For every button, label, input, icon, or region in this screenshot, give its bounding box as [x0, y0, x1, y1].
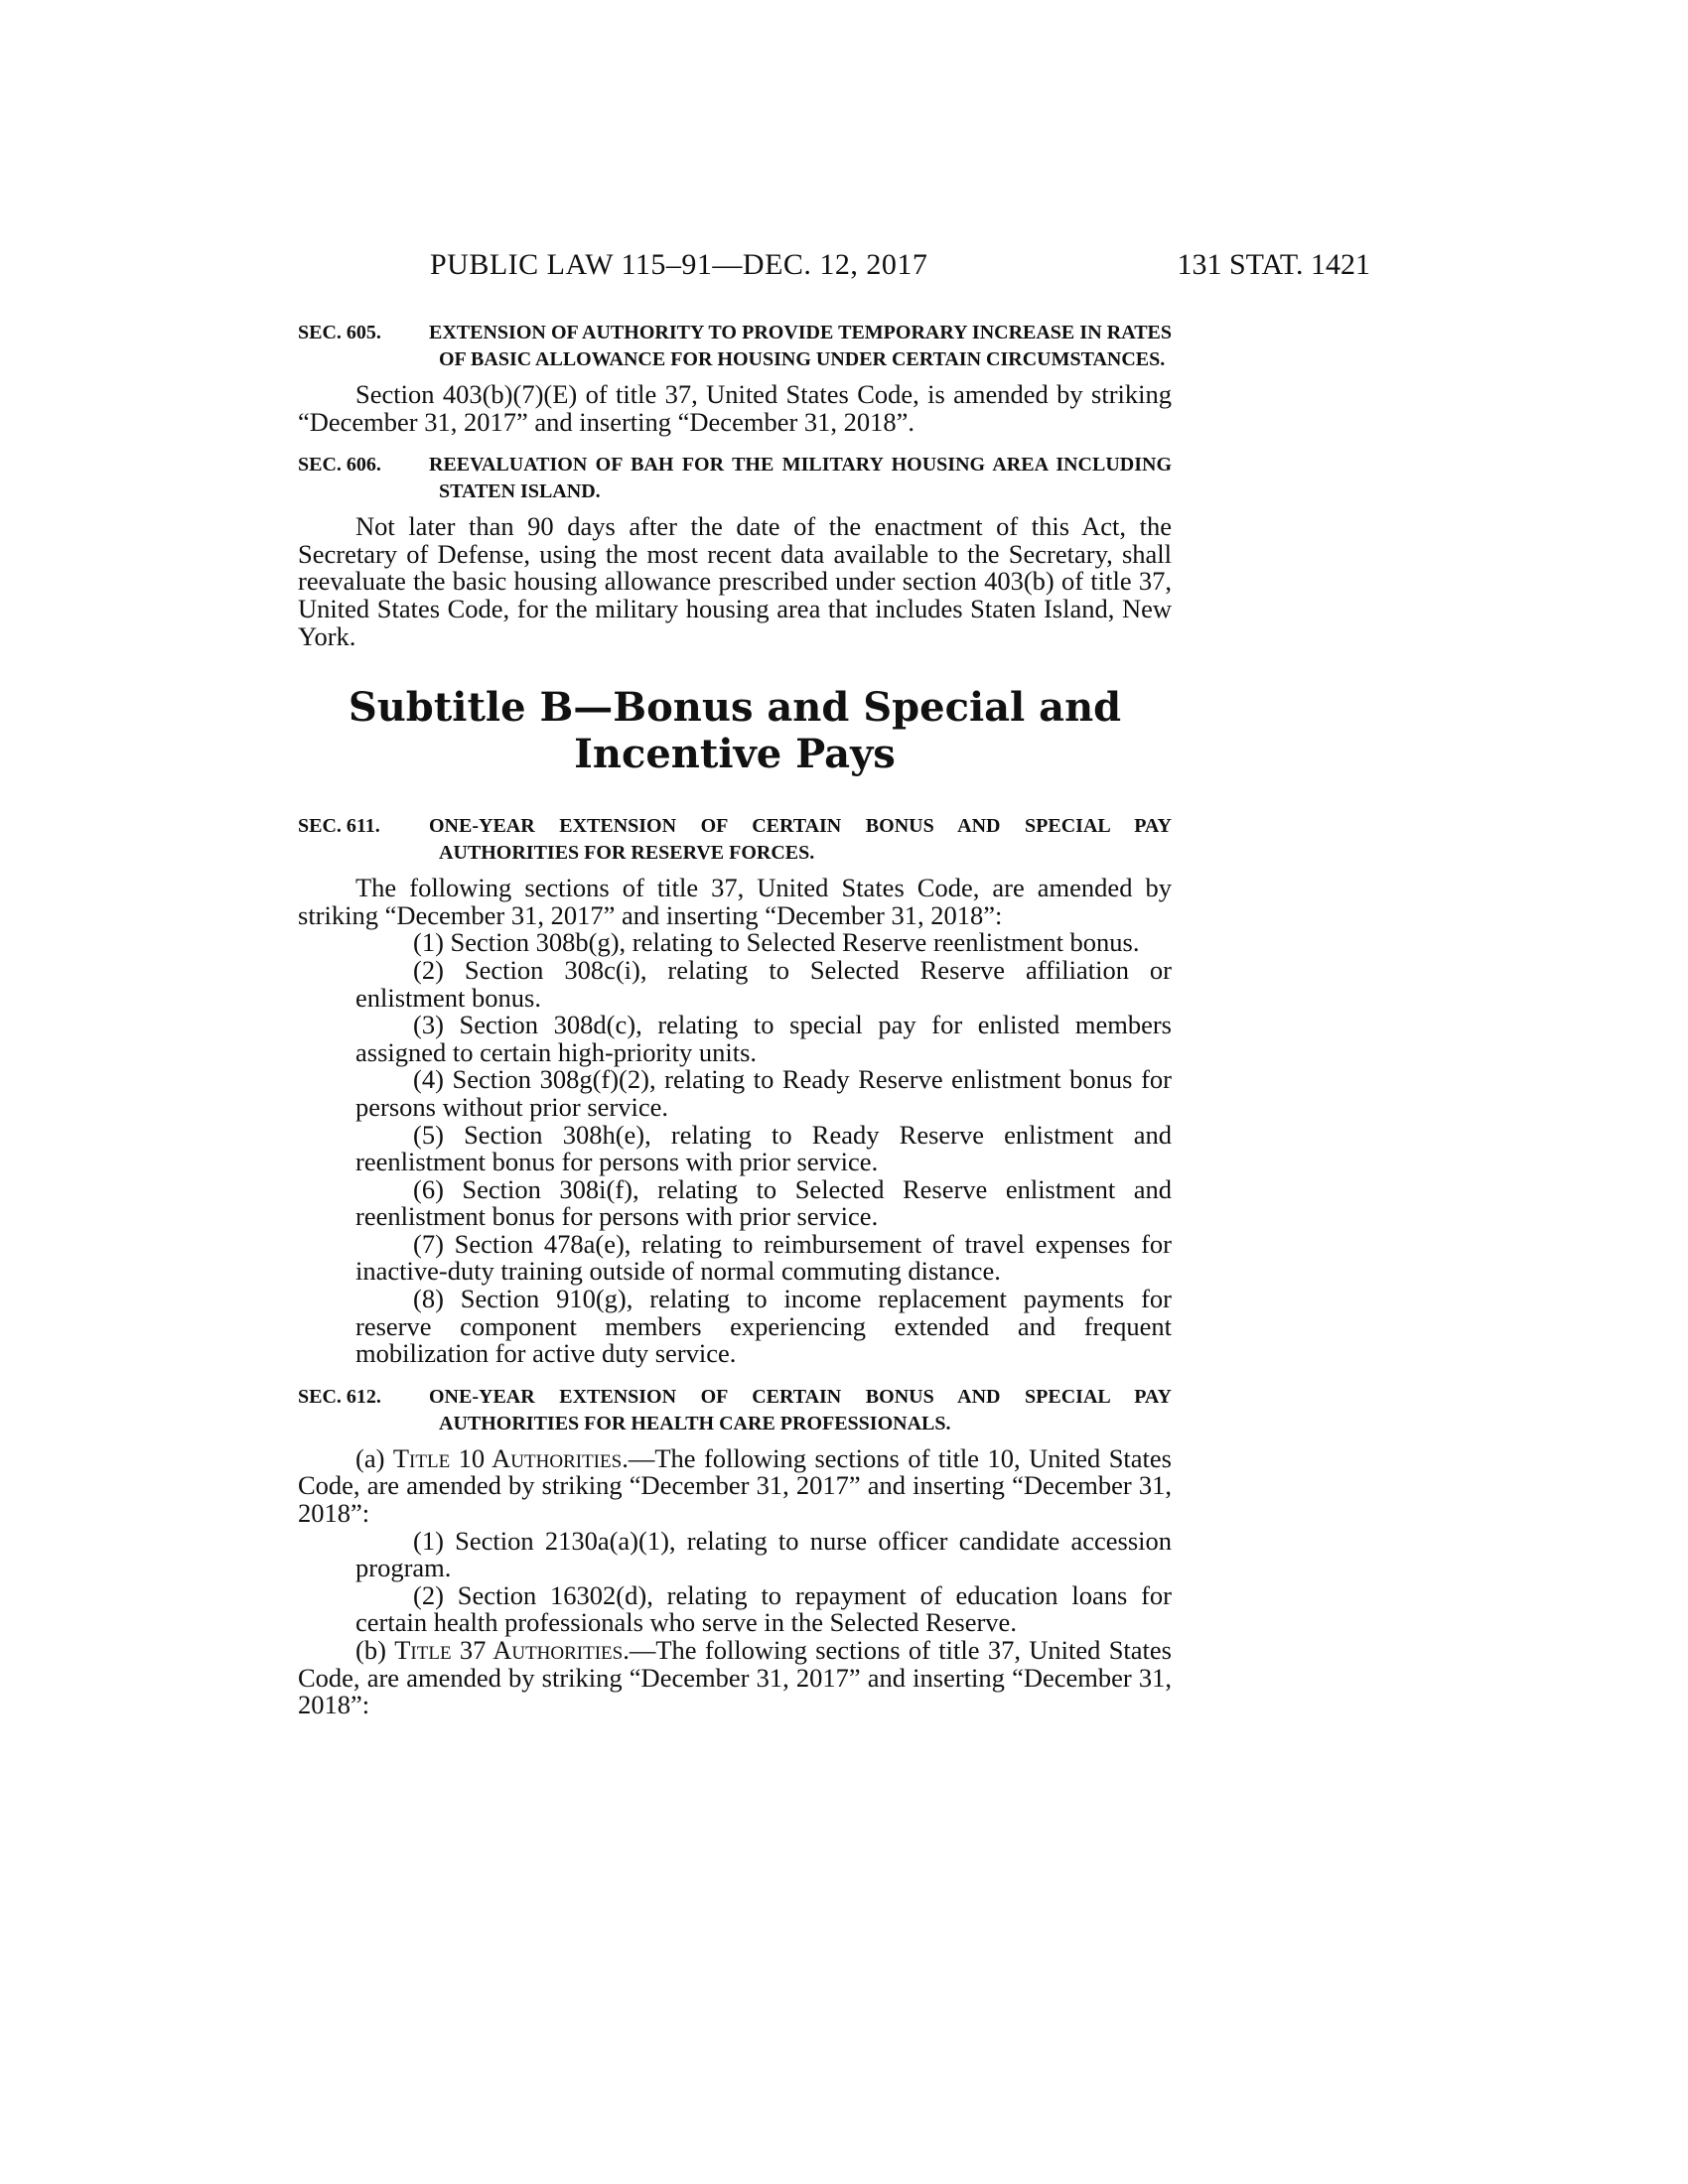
- section-611-item: (3) Section 308d(c), relating to special pay for enlisted members assigned to certain high-priority units.: [355, 1010, 1172, 1067]
- section-611-item: (5) Section 308h(e), relating to Ready Reserve enlistment and reenlistment bonus for persons with prior service.: [355, 1119, 1172, 1177]
- header-stat-page: 131 STAT. 1421: [1177, 248, 1370, 281]
- subsection-a-label: (a): [355, 1442, 393, 1473]
- section-606-title: REEVALUATION OF BAH FOR THE MILITARY HOUSING AREA INCLUDING STATEN ISLAND.: [429, 454, 1172, 503]
- section-611-item: (6) Section 308i(f), relating to Selected Reserve enlistment and reenlistment bonus for persons with prior service.: [355, 1173, 1172, 1232]
- section-611-item: (7) Section 478a(e), relating to reimbursement of travel expenses for inactive-duty training outside of normal commuting distance.: [355, 1228, 1172, 1287]
- subsection-b-heading: Title 37 Authorities: [394, 1635, 624, 1665]
- section-611-title: ONE-YEAR EXTENSION OF CERTAIN BONUS AND SPECIAL PAY AUTHORITIES FOR RESERVE FORCES.: [429, 815, 1172, 865]
- section-612-title: ONE-YEAR EXTENSION OF CERTAIN BONUS AND SPECIAL PAY AUTHORITIES FOR HEALTH CARE PROFESSIONALS.: [429, 1385, 1172, 1434]
- subtitle-line-1: Subtitle B—Bonus and Special and: [348, 684, 1122, 732]
- section-611-item: (4) Section 308g(f)(2), relating to Ready Reserve enlistment bonus for persons without prior service.: [355, 1064, 1172, 1122]
- section-605-number: SEC. 605.: [298, 322, 381, 343]
- header-public-law: PUBLIC LAW 115–91—DEC. 12, 2017: [430, 248, 928, 281]
- section-611-item: (2) Section 308c(i), relating to Selected Reserve affiliation or enlistment bonus.: [355, 954, 1172, 1013]
- section-606-body: Not later than 90 days after the date of the enactment of this Act, the Secretary of Defense, using the most recent data available to the Secretary, shall reevaluate the basic housing allowance prescribed under section 403(b) of title 37, United States Code, for the military housing area that includes Staten Island, New York.: [298, 511, 1172, 651]
- subsection-a-body: .—The following sections of title 10, United States Code, are amended by striking “December 31, 2017” and inserting “December 31, 2018”:: [298, 1442, 1172, 1529]
- section-606-heading: [298, 452, 1172, 505]
- section-605-title: EXTENSION OF AUTHORITY TO PROVIDE TEMPORARY INCREASE IN RATES OF BASIC ALLOWANCE FOR HOUSING UNDER CERTAIN CIRCUMSTANCES.: [429, 322, 1172, 370]
- section-612-subsection-b: [298, 1637, 1172, 1719]
- section-611-number: SEC. 611.: [298, 815, 380, 838]
- section-611-heading: [298, 813, 1172, 867]
- running-header: [298, 248, 1370, 288]
- section-605-heading: [298, 320, 1172, 373]
- section-612-a-item: (2) Section 16302(d), relating to repayment of education loans for certain health professionals who serve in the Selected Reserve.: [355, 1579, 1172, 1638]
- section-612-a-item: (1) Section 2130a(a)(1), relating to nurse officer candidate accession program.: [355, 1525, 1172, 1583]
- section-611-item: (8) Section 910(g), relating to income replacement payments for reserve component members experiencing extended and frequent mobilization for active duty service.: [355, 1284, 1172, 1369]
- subsection-b-body: .—The following sections of title 37, United States Code, are amended by striking “December 31, 2017” and inserting “December 31, 2018”:: [298, 1635, 1172, 1720]
- section-606-number: SEC. 606.: [298, 454, 381, 477]
- subsection-a-heading: Title 10 Authorities: [392, 1442, 623, 1473]
- page-content: [298, 320, 1172, 1719]
- section-612-number: SEC. 612.: [298, 1385, 381, 1408]
- section-605-body: Section 403(b)(7)(E) of title 37, United States Code, is amended by striking “December 31, 2017” and inserting “December 31, 2018”.: [298, 379, 1172, 437]
- subtitle-line-2: Incentive Pays: [574, 731, 896, 778]
- section-611-intro: The following sections of title 37, United States Code, are amended by striking “December 31, 2017” and inserting “December 31, 2018”:: [298, 873, 1172, 930]
- section-612-heading: [298, 1384, 1172, 1437]
- subtitle-heading: [298, 684, 1172, 777]
- section-611-item: (1) Section 308b(g), relating to Selected Reserve reenlistment bonus.: [413, 927, 1140, 958]
- section-612-subsection-a: [298, 1442, 1172, 1529]
- subsection-b-label: (b): [355, 1635, 395, 1665]
